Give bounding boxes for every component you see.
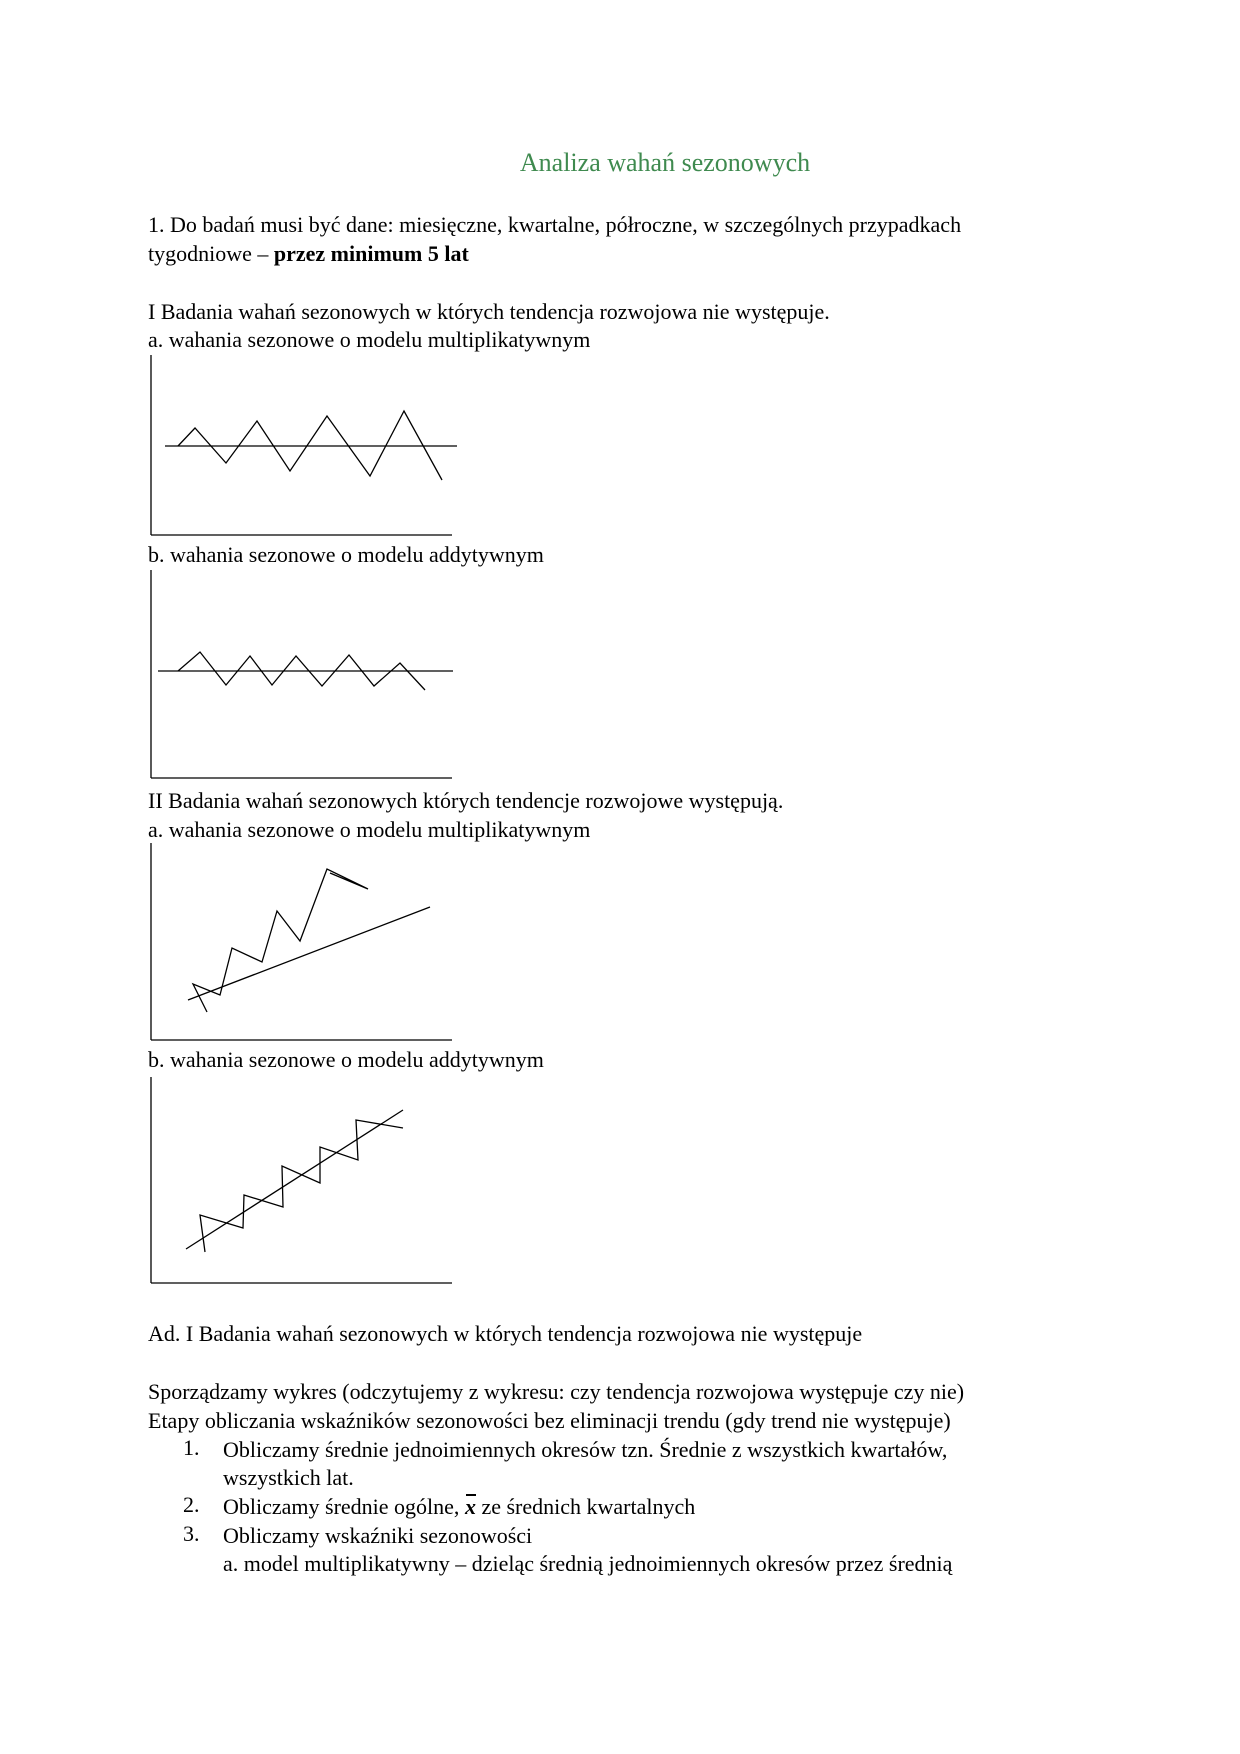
fig4-trend-line — [186, 1110, 403, 1249]
section-2-heading: II Badania wahań sezonowych których tendencje rozwojowe występują. — [148, 788, 784, 813]
step-1-continuation: wszystkich lat. — [223, 1465, 354, 1490]
section-1-b-label: b. wahania sezonowe o modelu addytywnym — [148, 542, 544, 567]
intro-line-1: 1. Do badań musi być dane: miesięczne, kwartalne, półroczne, w szczególnych przypadkach — [148, 212, 962, 237]
intro-line-2-bold: przez minimum 5 lat — [273, 241, 469, 266]
mean-symbol: x — [464, 1494, 476, 1519]
step-1-text: Obliczamy średnie jednoimiennych okresów tzn. Średnie z wszystkich kwartałów, — [223, 1437, 948, 1462]
step-3-number: 3. — [183, 1521, 200, 1546]
section-1-heading: I Badania wahań sezonowych w których tendencja rozwojowa nie występuje. — [148, 299, 830, 324]
section-1-a-label: a. wahania sezonowe o modelu multiplikatywnym — [148, 327, 591, 352]
page-title: Analiza wahań sezonowych — [519, 148, 811, 177]
step-2-text-before: Obliczamy średnie ogólne, — [223, 1494, 465, 1519]
step-2-text — [223, 1492, 695, 1521]
step-2-number: 2. — [183, 1492, 200, 1517]
section-2-a-label: a. wahania sezonowe o modelu multiplikatywnym — [148, 817, 591, 842]
paragraph-1: Sporządzamy wykres (odczytujemy z wykresu: czy tendencja rozwojowa występuje czy nie) — [148, 1379, 965, 1404]
section-2-b-label: b. wahania sezonowe o modelu addytywnym — [148, 1047, 544, 1072]
paragraph-2: Etapy obliczania wskaźników sezonowości bez eliminacji trendu (gdy trend nie występuje) — [148, 1408, 951, 1433]
step-3-text: Obliczamy wskaźniki sezonowości — [223, 1523, 533, 1548]
substep-a-text: a. model multiplikatywny – dzieląc średnią jednoimiennych okresów przez średnią — [223, 1551, 953, 1576]
fig4-seasonal-line — [200, 1120, 403, 1252]
intro-line-2-prefix: tygodniowe – — [148, 241, 274, 266]
ad-heading: Ad. I Badania wahań sezonowych w których tendencja rozwojowa nie występuje — [148, 1321, 863, 1346]
step-2-text-after: ze średnich kwartalnych — [475, 1494, 696, 1519]
step-1-number: 1. — [183, 1435, 200, 1460]
